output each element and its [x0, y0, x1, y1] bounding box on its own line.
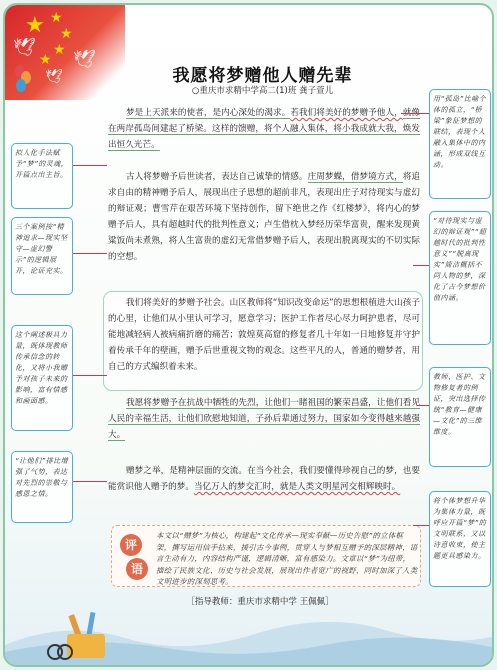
paragraph-text: 当亿万人的梦交汇时，就是人类文明星河交相辉映时。 [193, 482, 401, 492]
balloons-decoration [15, 65, 31, 105]
teacher-credit: ［指导教师：重庆市求精中学 王佩佩］ [186, 597, 334, 607]
body-paragraph [108, 395, 420, 443]
right-annotation-note: 将个体梦想升华为集体力量，既呼应开篇“梦”的文明联系，又以诗意收束，使主题更具感染力。 [429, 491, 491, 587]
annotation-connector [73, 165, 107, 166]
annotation-connector [413, 525, 429, 526]
badge-char: 评 [120, 534, 142, 556]
dove-icon: 🕊 [73, 49, 96, 70]
star-icon: ★ [25, 13, 45, 38]
dove-icon: 🕊 [13, 37, 36, 58]
annotation-connector [417, 405, 429, 406]
annotation-connector [73, 253, 107, 254]
left-annotation-note: 三个案例按“精神追求—现实坚守—虚幻警示”的逻辑展开，论证充实。 [11, 217, 73, 295]
left-annotation-note: 拟人化手法赋予“梦”的灵魂，开篇点出主旨。 [11, 143, 73, 209]
body-paragraph [108, 295, 420, 375]
left-annotation-note: “让他们”排比增强了气势，表达对先烈的崇敬与感恩之情。 [11, 451, 73, 523]
star-icon: ★ [50, 10, 63, 26]
paragraph-text: 庄周梦蝶，借梦境方式， [307, 172, 403, 182]
annotation-connector [73, 375, 107, 376]
paragraph-text: 古人将梦赠予后世读者，表达自己诚挚的情感。 [126, 172, 308, 182]
paragraph-text: 赠梦之举，是精神层面的交流。在当今社会，我们要懂得珍视自己的梦，也要能赏识他人赠予的梦。 [108, 466, 420, 492]
body-paragraph [108, 463, 420, 495]
left-annotation-note: 这个阐述极具力量，既体现教师传承信念的转化，又将小我赠予对孩子未来的影响，富有情感和画面感。 [11, 325, 73, 431]
paragraph-text: 若我们将美好的梦赠予他人， [290, 108, 403, 118]
evaluation-box [111, 525, 421, 587]
body-paragraph [108, 105, 420, 153]
author-byline [155, 84, 370, 96]
star-icon: ★ [39, 52, 52, 68]
annotation-connector [73, 481, 107, 482]
paragraph-text: 将追求自由的精神赠予后人，展现出庄子思想的超前非凡，表现出庄子对待现实与虚幻的辩证观；曹雪芹在艰苦环境下坚持创作，留下绝世之作《红楼梦》，将内心的梦赠予后人，具有超越时代的批判性意义；卢生借枕入梦经历荣华富贵，醒来发现黄粱饭尚未煮熟，将人生富贵的虚幻无常借梦赠予后人，表现出脱离现实的不切实际的空想。 [108, 172, 420, 262]
badge-char: 语 [126, 558, 148, 580]
paragraph-text: 我们将美好的梦赠予社会。山区教师将“知识改变命运”的思想根植进大山孩子的心里，让他们从小里认可学习，愿意学习；医护工作者尽心尽力呵护患者，尽可能地减轻病人被病痛折磨的痛苦；敦煌莫高窟的修复者几十年如一日地修复并守护着传承千年的壁画，赠予后世重视文物的观念。这些平凡的人，普通的赠梦者，用自己的方式编织着未来。 [108, 298, 420, 372]
body-paragraph [108, 169, 420, 265]
annotation-connector [401, 113, 429, 114]
page-frame [3, 3, 494, 667]
annotation-connector [413, 265, 429, 266]
right-annotation-note: “对待现实与虚幻的辩证观”“超越时代的批判性意义”“脱离现实”简洁概括不同人物的梦，深化了古今梦想价值内涵。 [429, 211, 491, 345]
paragraph-text: 我愿将梦赠予在抗战中牺牲的先烈，让他们一睹祖国的繁荣昌盛，让他们看见人民的幸福生活，让他们欣慰地知道，子孙后辈通过努力，国家如今变得越来越强大。 [108, 398, 420, 440]
evaluation-text: 本文以“赠梦”为核心，构建起“文化传承—现实奉献—历史告慰”的立体框架，撰写运用信手拈来，援引古今事例，贯穿人与梦相互赠予的深层精神，语言生动有力，内容结构严谨，逻辑清晰，富有感染力。文章以“梦”为纽带，描绘了民族文化、历史与社会发展，展现出作者宽广的视野，同时加深了人类文明进步的深刻思考。 [156, 531, 418, 586]
right-annotation-note: 用“孤岛”比喻个体的孤立，“桥梁”象征梦想的联结，表现个人融入集体中的内涵，形成双线互动。 [429, 89, 491, 199]
paragraph-text: 就像在两岸孤岛间建起了桥梁。这样的馈赠，将个人融入集体，将小我成就大我，焕发出恒久光芒。 [108, 108, 420, 150]
evaluation-badge [116, 532, 154, 582]
byline-text: ○重庆市求精中学高二(1)班 龚子萱儿 [191, 86, 334, 96]
article-title: 我愿将梦赠他人赠先辈 [172, 66, 353, 86]
right-annotation-note: 教师、医护、文物修复者的例证，突出选择传统“教育—健康—文化”的三维维度。 [429, 367, 491, 467]
landscape-decoration [5, 590, 494, 665]
star-icon: ★ [53, 42, 66, 58]
dove-icon: 🕊 [45, 69, 63, 85]
star-icon: ★ [60, 26, 73, 42]
paragraph-text: 梦是上天派来的使者，是内心深处的渴求。 [126, 108, 291, 118]
